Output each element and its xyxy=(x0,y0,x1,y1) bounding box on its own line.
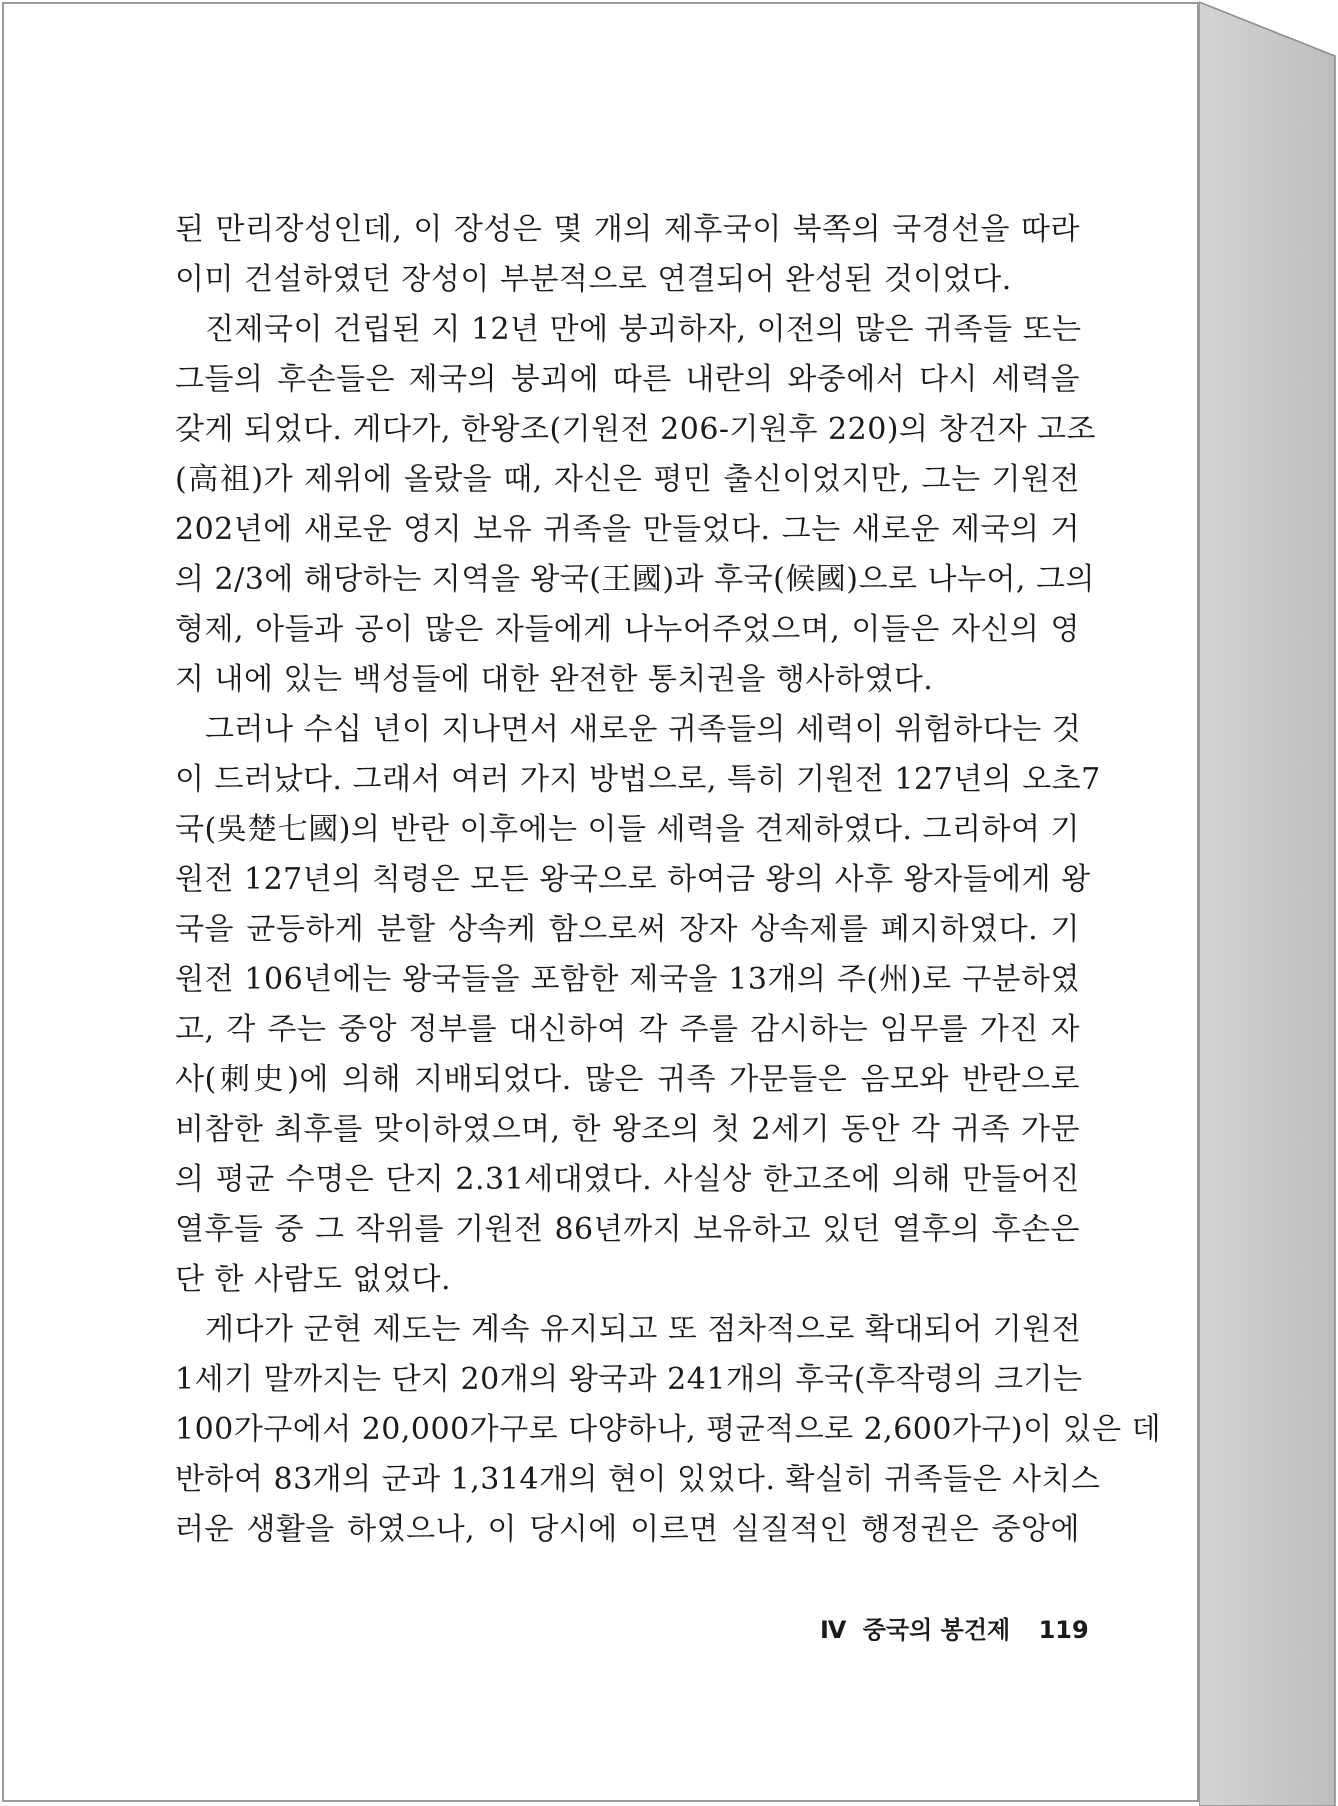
text-line: 사(刺史)에 의해 지배되었다. 많은 귀족 가문들은 음모와 반란으로 xyxy=(175,1062,1080,1097)
body-text xyxy=(175,205,1162,1555)
text-line: 100가구에서 20,000가구로 다양하나, 평균적으로 2,600가구)이 있은 데 xyxy=(175,1412,1162,1447)
text-line: 국을 균등하게 분할 상속케 함으로써 장자 상속제를 폐지하였다. 기 xyxy=(175,912,1080,947)
text-line: 1세기 말까지는 단지 20개의 왕국과 241개의 후국(후작령의 크기는 xyxy=(175,1362,1083,1397)
text-line: 반하여 83개의 군과 1,314개의 현이 있었다. 확실히 귀족들은 사치스 xyxy=(175,1462,1101,1497)
text-line: 그러나 수십 년이 지나면서 새로운 귀족들의 세력이 위험하다는 것 xyxy=(205,712,1082,747)
text-line: 이미 건설하였던 장성이 부분적으로 연결되어 완성된 것이었다. xyxy=(175,262,1012,297)
text-line: 지 내에 있는 백성들에 대한 완전한 통치권을 행사하였다. xyxy=(175,662,934,697)
text-line: 진제국이 건립된 지 12년 만에 붕괴하자, 이전의 많은 귀족들 또는 xyxy=(205,312,1082,347)
running-footer xyxy=(820,1610,1089,1645)
text-line: 국(吳楚七國)의 반란 이후에는 이들 세력을 견제하였다. 그리하여 기 xyxy=(175,812,1080,847)
text-line: 원전 106년에는 왕국들을 포함한 제국을 13개의 주(州)로 구분하였 xyxy=(175,962,1080,997)
text-line: (高祖)가 제위에 올랐을 때, 자신은 평민 출신이었지만, 그는 기원전 xyxy=(175,462,1080,497)
text-line: 갖게 되었다. 게다가, 한왕조(기원전 206-기원후 220)의 창건자 고조 xyxy=(175,412,1096,447)
text-line: 단 한 사람도 없었다. xyxy=(175,1262,451,1297)
text-line: 원전 127년의 칙령은 모든 왕국으로 하여금 왕의 사후 왕자들에게 왕 xyxy=(175,862,1091,897)
chapter-number: Ⅳ xyxy=(820,1616,847,1644)
text-line: 202년에 새로운 영지 보유 귀족을 만들었다. 그는 새로운 제국의 거 xyxy=(175,512,1080,547)
text-line: 그들의 후손들은 제국의 붕괴에 따른 내란의 와중에서 다시 세력을 xyxy=(175,362,1080,397)
text-line: 의 평균 수명은 단지 2.31세대였다. 사실상 한고조에 의해 만들어진 xyxy=(175,1162,1080,1197)
text-line: 형제, 아들과 공이 많은 자들에게 나누어주었으며, 이들은 자신의 영 xyxy=(175,612,1080,647)
text-line: 비참한 최후를 맞이하였으며, 한 왕조의 첫 2세기 동안 각 귀족 가문 xyxy=(175,1112,1080,1147)
page-number: 119 xyxy=(1038,1616,1089,1644)
chapter-title: 중국의 봉건제 xyxy=(862,1616,1011,1644)
book-page-edge xyxy=(1199,0,1338,1806)
text-line: 된 만리장성인데, 이 장성은 몇 개의 제후국이 북쪽의 국경선을 따라 xyxy=(175,212,1080,247)
text-line: 러운 생활을 하였으나, 이 당시에 이르면 실질적인 행정권은 중앙에 xyxy=(175,1512,1080,1547)
text-line: 고, 각 주는 중앙 정부를 대신하여 각 주를 감시하는 임무를 가진 자 xyxy=(175,1012,1080,1047)
text-line: 게다가 군현 제도는 계속 유지되고 또 점차적으로 확대되어 기원전 xyxy=(205,1312,1082,1347)
text-line: 열후들 중 그 작위를 기원전 86년까지 보유하고 있던 열후의 후손은 xyxy=(175,1212,1080,1247)
text-line: 의 2/3에 해당하는 지역을 왕국(王國)과 후국(候國)으로 나누어, 그의 xyxy=(175,562,1095,597)
text-line: 이 드러났다. 그래서 여러 가지 방법으로, 특히 기원전 127년의 오초7 xyxy=(175,762,1101,797)
